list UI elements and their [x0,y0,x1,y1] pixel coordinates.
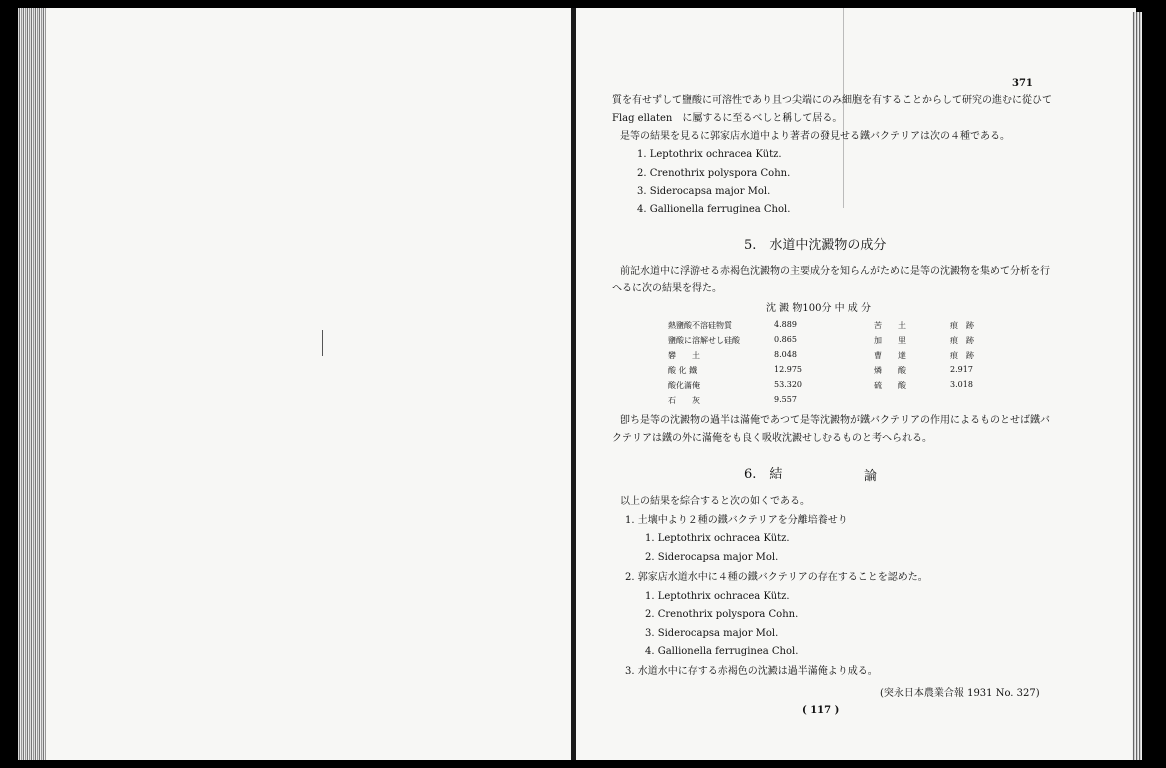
table-cell-value2: 痕 跡 [950,321,974,330]
book-edge-left [18,8,48,760]
section6-intro: 以上の結果を綜合すると次の如くである。 [620,496,810,507]
conclusion-item: 3. 水道水中に存する赤褐色の沈澱は過半滿俺より成る。 [625,666,878,677]
table-cell-value: 53.320 [774,380,802,389]
conclusion-subitem: 1. Leptothrix ochracea Kütz. [645,591,790,602]
table-cell-value: 8.048 [774,350,797,359]
section5-paragraph: へるに次の結果を得た。 [612,283,722,294]
section6-heading: 6. 結 [744,467,783,482]
text-line: 質を有せずして鹽酸に可溶性であり且つ尖端にのみ細胞を有することからして研究の進むに從ひて [612,95,1052,106]
table-cell-label2: 燐 酸 [874,366,906,375]
table-cell-label: 酸化滿俺 [668,381,700,390]
table-cell-value2: 2.917 [950,365,973,374]
section5-heading: 5. 水道中沈澱物の成分 [744,238,887,253]
text-line: Flag ellaten に屬するに至るべしと稱して居る。 [612,113,843,124]
section6-heading-end: 論 [864,469,878,484]
footer-page-number: ( 117 ) [802,705,840,716]
section5-paragraph: クテリアは鐵の外に滿俺をも良く吸收沈澱せしむるものと考へられる。 [612,433,932,444]
bacteria-list-item: 1. Leptothrix ochracea Kütz. [637,149,782,160]
bacteria-list-item: 4. Gallionella ferruginea Chol. [637,204,791,215]
conclusion-subitem: 3. Siderocapsa major Mol. [645,628,779,639]
table-cell-value: 0.865 [774,335,797,344]
table-cell-value: 12.975 [774,365,802,374]
table-cell-label: 礬 土 [668,351,700,360]
section5-paragraph: 卽ち是等の沈澱物の過半は滿俺であつて是等沈澱物が鐵バクテリアの作用によるものとせば鐵バ [620,415,1050,426]
table-cell-label2: 加 里 [874,336,906,345]
table-cell-value2: 痕 跡 [950,336,974,345]
table-cell-label2: 曹 達 [874,351,906,360]
conclusion-subitem: 1. Leptothrix ochracea Kütz. [645,533,790,544]
section5-paragraph: 前記水道中に浮游せる赤褐色沈澱物の主要成分を知らんがために是等の沈澱物を集めて分析を行 [620,266,1050,277]
table-cell-label: 熱鹽酸不溶硅物質 [668,321,732,330]
pencil-mark [322,330,323,356]
conclusion-item: 1. 土壤中より２種の鐵バクテリアを分離培養せり [625,515,848,526]
conclusion-subitem: 2. Crenothrix polyspora Cohn. [645,609,799,620]
citation: (突永日本農業合報 1931 No. 327) [880,688,1040,699]
bacteria-list-item: 2. Crenothrix polyspora Cohn. [637,168,791,179]
table-cell-label: 酸 化 鐵 [668,366,698,375]
conclusion-subitem: 2. Siderocapsa major Mol. [645,552,779,563]
table-title: 沈 澱 物100分 中 成 分 [766,303,871,314]
page-number: 371 [1012,78,1033,89]
conclusion-item: 2. 郭家店水道水中に４種の鐵バクテリアの存在することを認めた。 [625,572,928,583]
page-fold-line [843,8,844,208]
table-cell-label: 石 灰 [668,396,700,405]
book-edge-right [1132,12,1142,760]
table-cell-value2: 3.018 [950,380,973,389]
table-cell-value: 9.557 [774,395,797,404]
table-cell-label: 鹽酸に溶解せし硅酸 [668,336,740,345]
text-line: 是等の結果を見るに郭家店水道中より著者の發見せる鐵バクテリアは次の４種である。 [620,131,1010,142]
table-cell-label2: 硫 酸 [874,381,906,390]
table-cell-value2: 痕 跡 [950,351,974,360]
table-cell-label2: 苦 土 [874,321,906,330]
bacteria-list-item: 3. Siderocapsa major Mol. [637,186,771,197]
table-cell-value: 4.889 [774,320,797,329]
left-page-blank [46,8,571,760]
conclusion-subitem: 4. Gallionella ferruginea Chol. [645,646,799,657]
